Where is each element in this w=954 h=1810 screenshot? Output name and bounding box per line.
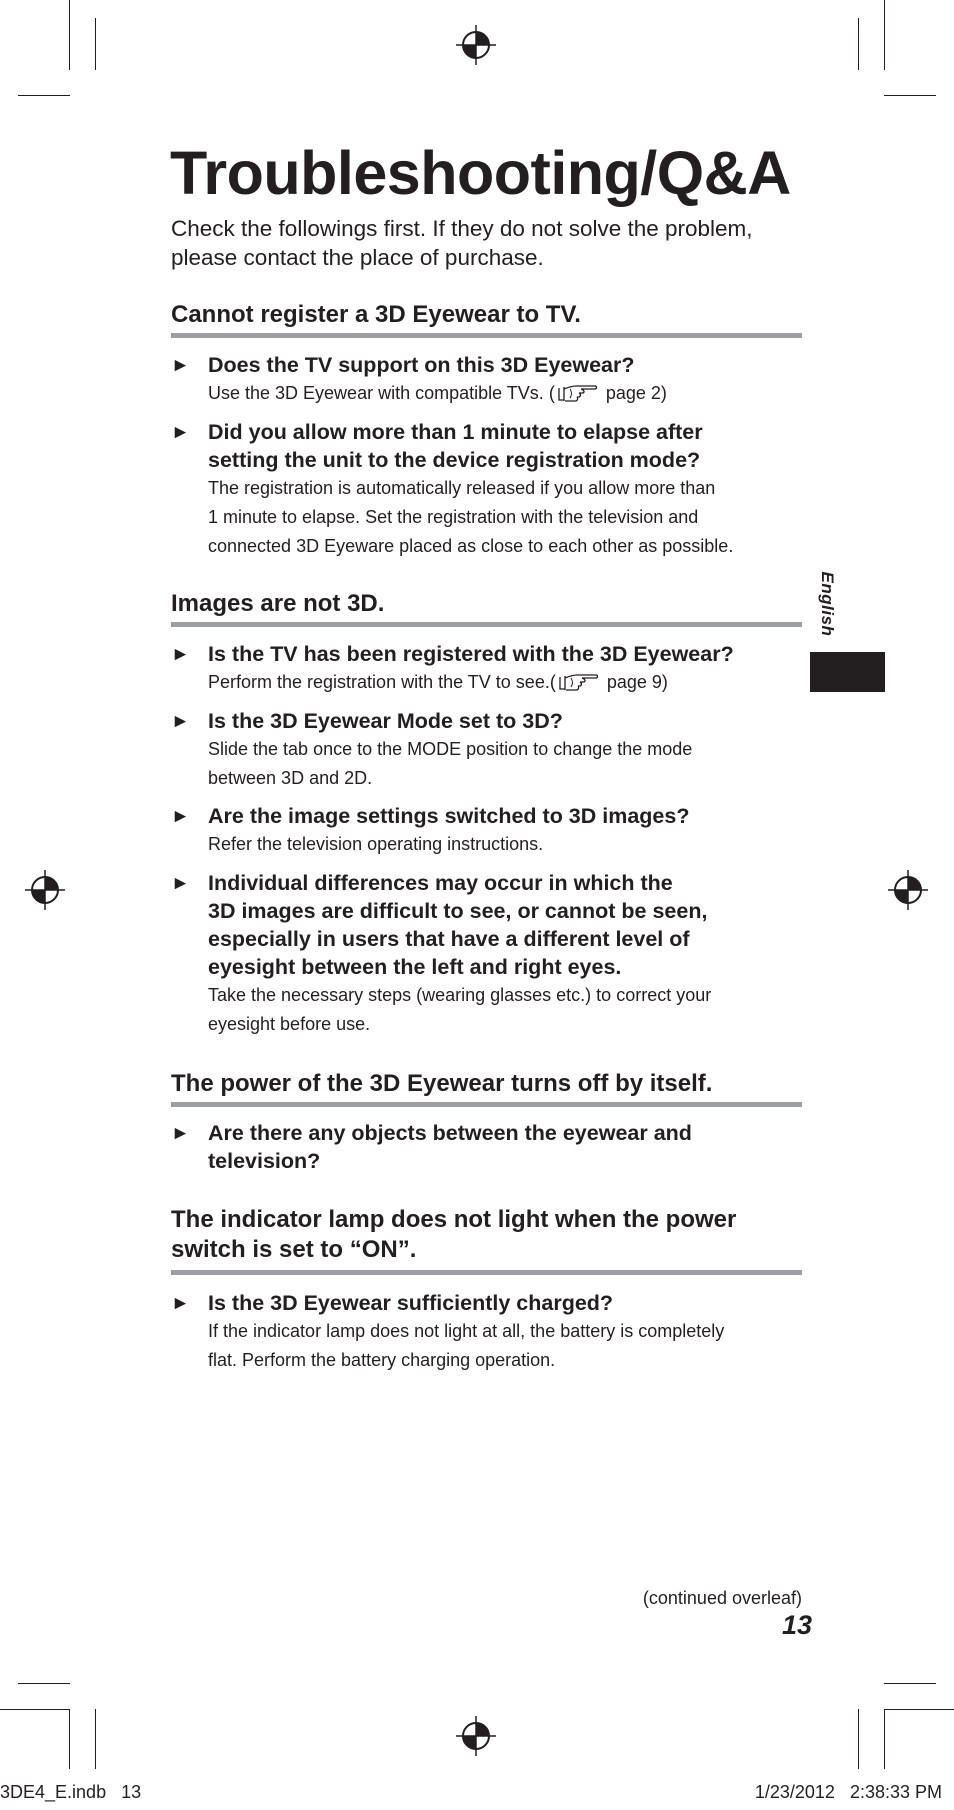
section-heading: The indicator lamp does not light when the power switch is set to “ON”.	[171, 1206, 737, 1263]
continued-note: (continued overleaf)	[642, 1588, 802, 1608]
question-line: 3D images are difficult to see, or cannot be seen,	[208, 899, 708, 923]
answer-line: If the indicator lamp does not light at all, the battery is completely	[208, 1321, 725, 1341]
registration-mark-icon	[456, 1716, 496, 1756]
pointing-hand-icon	[558, 672, 600, 692]
question: Does the TV support on this 3D Eyewear?	[208, 353, 635, 377]
question: Is the 3D Eyewear Mode set to 3D?	[208, 709, 563, 733]
bullet-arrow-icon: ►	[171, 355, 190, 376]
qa-item	[171, 418, 811, 561]
question: Are there any objects between the eyewear and television?	[208, 1121, 692, 1173]
answer-line: 1 minute to elapse. Set the registration with the television and	[208, 507, 699, 527]
section-heading: Images are not 3D.	[171, 590, 385, 617]
answer-line: The registration is automatically released if you allow more than	[208, 478, 716, 498]
question: Is the 3D Eyewear sufficiently charged?	[208, 1291, 614, 1315]
answer-line: Take the necessary steps (wearing glasses etc.) to correct your	[208, 985, 712, 1005]
bullet-arrow-icon: ►	[171, 1123, 190, 1144]
bullet-arrow-icon: ►	[171, 422, 190, 443]
answer-line: between 3D and 2D.	[208, 768, 373, 788]
answer-line: flat. Perform the battery charging operation.	[208, 1350, 556, 1370]
bullet-arrow-icon: ►	[171, 1293, 190, 1314]
qa-item	[171, 1119, 811, 1175]
question-line: eyesight between the left and right eyes.	[208, 955, 622, 979]
section-heading: Cannot register a 3D Eyewear to TV.	[171, 301, 581, 328]
answer-line: Refer the television operating instructions.	[208, 834, 544, 854]
footer-timestamp: 1/23/2012 2:38:33 PM	[754, 1782, 942, 1802]
qa-item	[171, 351, 811, 408]
registration-mark-icon	[25, 870, 65, 910]
qa-item	[171, 707, 811, 793]
question: Are the image settings switched to 3D images?	[208, 804, 690, 828]
question-line: Individual differences may occur in which the	[208, 871, 673, 895]
section-rule	[171, 1270, 802, 1275]
answer-line: Slide the tab once to the MODE position to change the mode	[208, 739, 693, 759]
page-number: 13	[781, 1610, 812, 1640]
section-heading: The power of the 3D Eyewear turns off by itself.	[171, 1070, 713, 1097]
bullet-arrow-icon: ►	[171, 873, 190, 894]
registration-mark-icon	[456, 25, 496, 65]
bullet-arrow-icon: ►	[171, 644, 190, 665]
section-rule	[171, 333, 802, 338]
footer-file-info: 3DE4_E.indb 13	[0, 1782, 142, 1802]
section-rule	[171, 1102, 802, 1107]
language-tab-label: English	[818, 571, 837, 637]
answer-line: eyesight before use.	[208, 1014, 371, 1034]
answer: Perform the registration with the TV to see.( page 9)	[208, 672, 668, 692]
answer: Use the 3D Eyewear with compatible TVs. ( page 2)	[208, 383, 667, 403]
section-rule	[171, 622, 802, 627]
registration-mark-icon	[888, 870, 928, 910]
qa-item	[171, 869, 811, 1039]
question-line: especially in users that have a different level of	[208, 927, 690, 951]
page-title: Troubleshooting/Q&A	[170, 139, 791, 207]
bullet-arrow-icon: ►	[171, 711, 190, 732]
qa-item	[171, 1289, 811, 1375]
intro-text: Check the followings first. If they do not solve the problem, please contact the place of purchase.	[171, 216, 753, 270]
language-tab-block	[810, 652, 885, 692]
answer-line: connected 3D Eyeware placed as close to each other as possible.	[208, 536, 734, 556]
qa-item	[171, 640, 811, 697]
qa-item	[171, 802, 811, 859]
question: Did you allow more than 1 minute to elapse after setting the unit to the device registration mode?	[208, 420, 703, 472]
pointing-hand-icon	[557, 383, 599, 403]
question: Is the TV has been registered with the 3D Eyewear?	[208, 642, 734, 666]
bullet-arrow-icon: ►	[171, 806, 190, 827]
